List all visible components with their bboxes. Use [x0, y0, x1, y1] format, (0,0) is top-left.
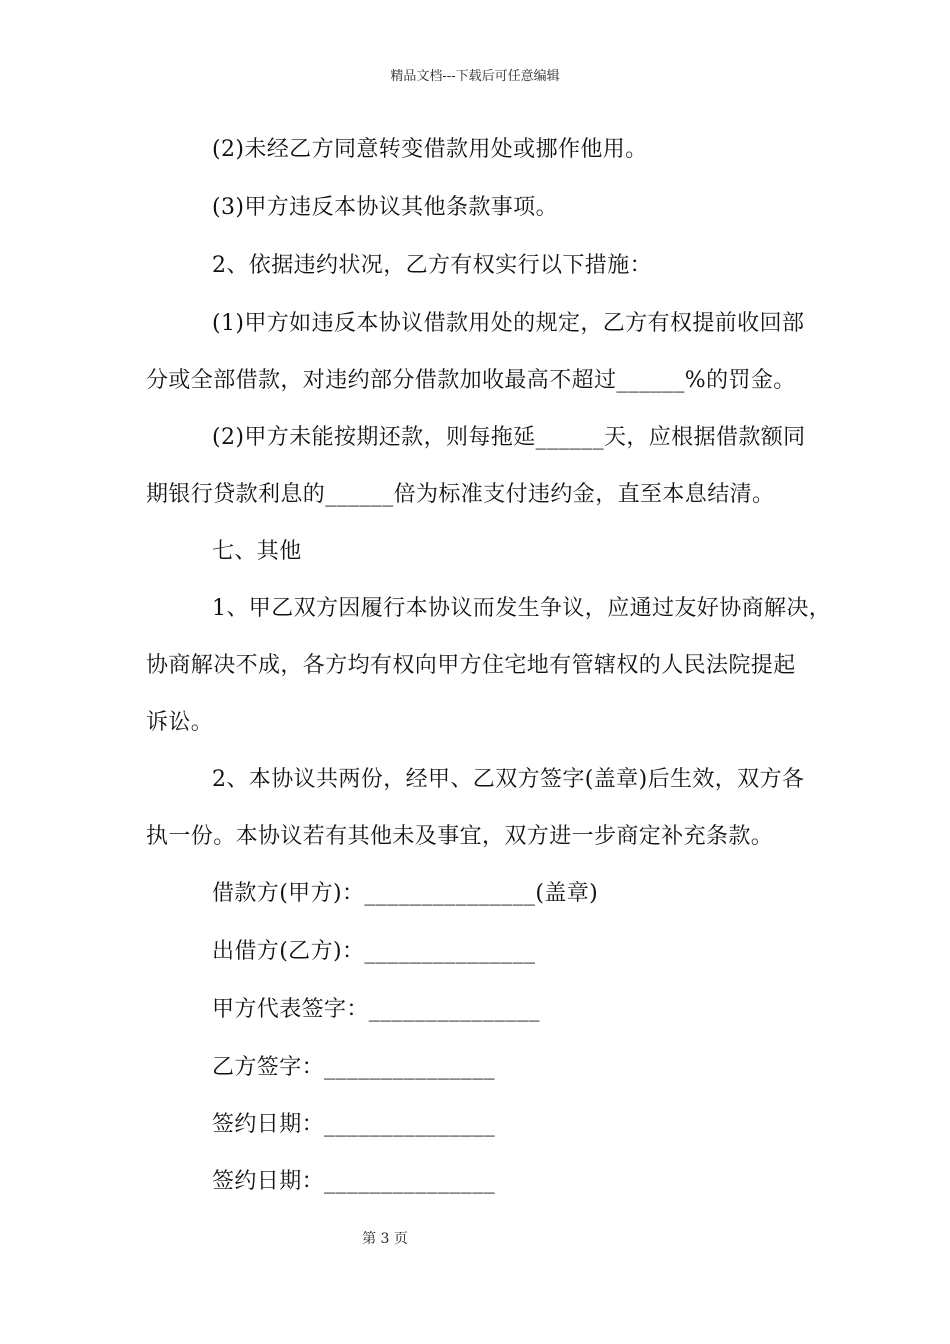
measure-1-line-1: (1)甲方如违反本协议借款用处的规定，乙方有权提前收回部	[212, 311, 805, 336]
lender-signature-line: 出借方(乙方)：_______________	[212, 939, 536, 964]
borrower-signature-line: 借款方(甲方)：_______________(盖章)	[212, 881, 599, 906]
dispute-line-3: 诉讼。	[146, 710, 214, 735]
sign-date-line-1: 签约日期：_______________	[212, 1112, 496, 1137]
clause-2-2: (2)未经乙方同意转变借款用处或挪作他用。	[212, 137, 648, 162]
dispute-line-1: 1、甲乙双方因履行本协议而发生争议，应通过友好协商解决，	[212, 596, 832, 621]
page-header: 精品文档---下载后可任意编辑	[390, 69, 560, 84]
section-7-heading: 七、其他	[212, 539, 302, 564]
measure-1-line-2: 分或全部借款，对违约部分借款加收最高不超过______%的罚金。	[146, 368, 796, 393]
sign-date-line-2: 签约日期：_______________	[212, 1169, 496, 1194]
section-2-heading: 2、依据违约状况，乙方有权实行以下措施：	[212, 253, 652, 278]
copies-line-2: 执一份。本协议若有其他未及事宜，双方进一步商定补充条款。	[146, 824, 774, 849]
party-b-signature-line: 乙方签字：_______________	[212, 1055, 496, 1080]
copies-line-1: 2、本协议共两份，经甲、乙双方签字(盖章)后生效，双方各	[212, 767, 805, 792]
clause-2-3: (3)甲方违反本协议其他条款事项。	[212, 195, 558, 220]
measure-2-line-1: (2)甲方未能按期还款，则每拖延______天，应根据借款额同	[212, 425, 806, 450]
party-a-rep-signature-line: 甲方代表签字：_______________	[212, 997, 540, 1022]
page-number: 第 3 页	[362, 1231, 408, 1247]
dispute-line-2: 协商解决不成，各方均有权向甲方住宅地有管辖权的人民法院提起	[146, 653, 796, 678]
measure-2-line-2: 期银行贷款利息的______倍为标准支付违约金，直至本息结清。	[146, 482, 775, 507]
